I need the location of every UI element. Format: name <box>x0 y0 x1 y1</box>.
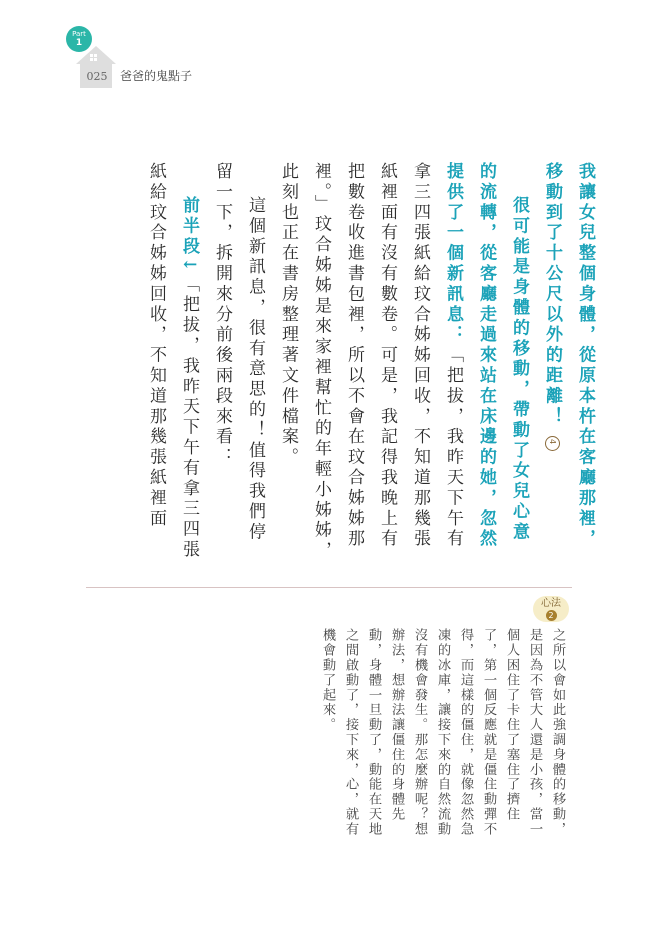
paragraph-2 <box>271 162 535 562</box>
section-divider <box>86 587 572 588</box>
tip-text <box>316 628 569 838</box>
paragraph-4-rest: 「把拔，我昨天下午有拿三四張紙給玟合姊姊回收，不知道那幾張紙裡面 <box>146 162 199 561</box>
part-badge <box>66 26 92 52</box>
page-header <box>0 0 663 100</box>
tip-label: 心法 <box>541 598 561 609</box>
part-number: 1 <box>75 38 83 48</box>
part-label: Part <box>72 30 86 38</box>
page-number: 025 <box>86 70 108 83</box>
paragraph-3: 這個新訊息，很有意思的！值得我們停留一下，拆開來分前後兩段來看： <box>212 162 265 543</box>
paragraph-1 <box>535 162 601 562</box>
highlight-sentence-1: 我讓女兒整個身體，從原本杵在客廳那裡，移動到了十公尺以外的距離！ <box>542 162 595 550</box>
paragraph-4 <box>139 162 205 562</box>
paragraph-2-rest: 「把拔，我昨天下午有拿三四張紙給玟合姊姊回收，不知道那幾張紙裡面有沒有數卷。可是，我記得我晚上有把數卷收進書包裡，所以不會在玟合姊姊那裡。」玟合姊姊是來家裡幫忙的年輕小姊姊，此刻也正在書房整理著文件檔案。 <box>278 162 463 562</box>
first-half-label: 前半段↓ <box>179 196 199 275</box>
main-body-text <box>139 162 601 562</box>
tip-badge <box>533 596 569 622</box>
tip-number: 2 <box>546 610 557 621</box>
tip-paragraph: 之所以會如此強調身體的移動，是因為不管大人還是小孩，當一個人困住了卡住了塞住了擠住了，第一個反應就是僵住動彈不得，而這樣的僵住，就像忽然急凍的冰庫，讓接下來的自然流動沒有機會發生。那怎麼辦呢？想辦法，想辦法讓僵住的身體先動，身體一旦動了，動能在天地之間啟動了，接下來，心，就有機會動了起來。 <box>320 628 565 837</box>
annotation-mark: 4 <box>545 436 560 451</box>
highlight-sentence-2: 很可能是身體的移動，帶動了女兒心意的流轉，從客廳走過來站在床邊的她，忽然提供了一個新訊息： <box>443 162 529 550</box>
running-title: 爸爸的鬼點子 <box>120 69 193 83</box>
